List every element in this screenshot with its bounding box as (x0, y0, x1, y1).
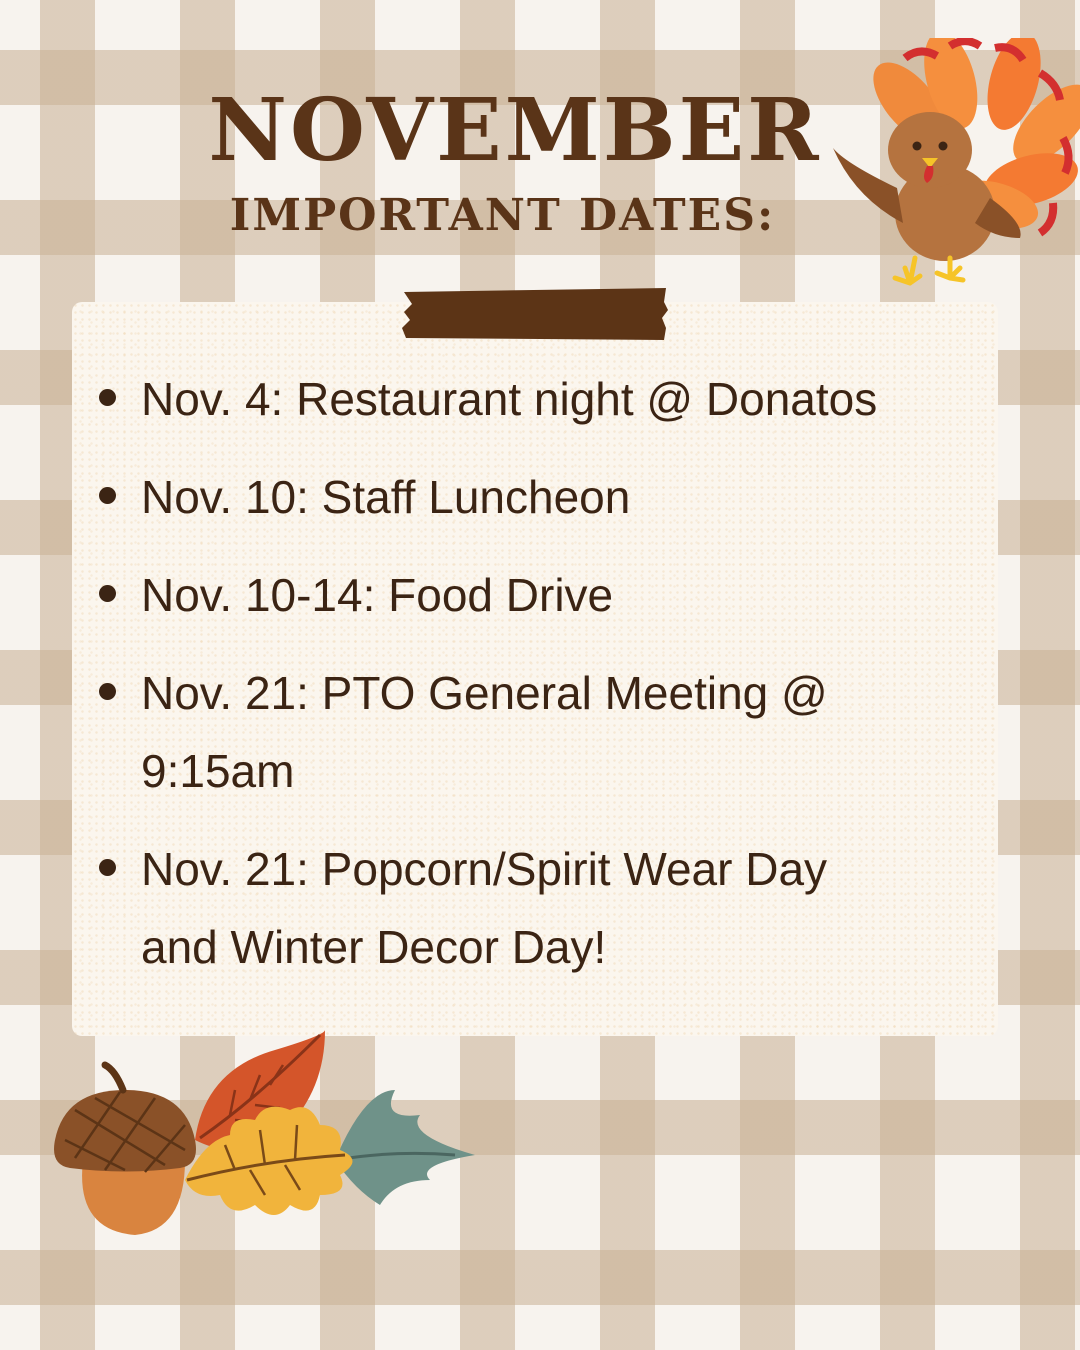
date-item-text: Nov. 21: Popcorn/Spirit Wear Day and Winter Decor Day! (141, 843, 828, 973)
date-item (95, 360, 975, 438)
date-item-text: Nov. 10: Staff Luncheon (141, 471, 631, 523)
date-item (95, 556, 975, 634)
bullet-icon (99, 683, 116, 700)
page-title: NOVEMBER (208, 80, 822, 181)
turkey-icon (825, 38, 1080, 288)
bullet-icon (99, 389, 116, 406)
bullet-icon (99, 859, 116, 876)
date-item-text: Nov. 21: PTO General Meeting @ 9:15am (141, 667, 828, 797)
bullet-icon (99, 585, 116, 602)
dates-list (95, 360, 975, 1006)
autumn-leaves-icon (35, 1030, 495, 1240)
date-item (95, 654, 975, 810)
bullet-icon (99, 487, 116, 504)
page-subtitle: IMPORTANT DATES: (229, 190, 776, 241)
tape-strip (402, 288, 668, 340)
acorn-icon (54, 1065, 196, 1235)
date-item-text: Nov. 4: Restaurant night @ Donatos (141, 373, 878, 425)
date-item (95, 830, 975, 986)
date-item (95, 458, 975, 536)
date-item-text: Nov. 10-14: Food Drive (141, 569, 614, 621)
